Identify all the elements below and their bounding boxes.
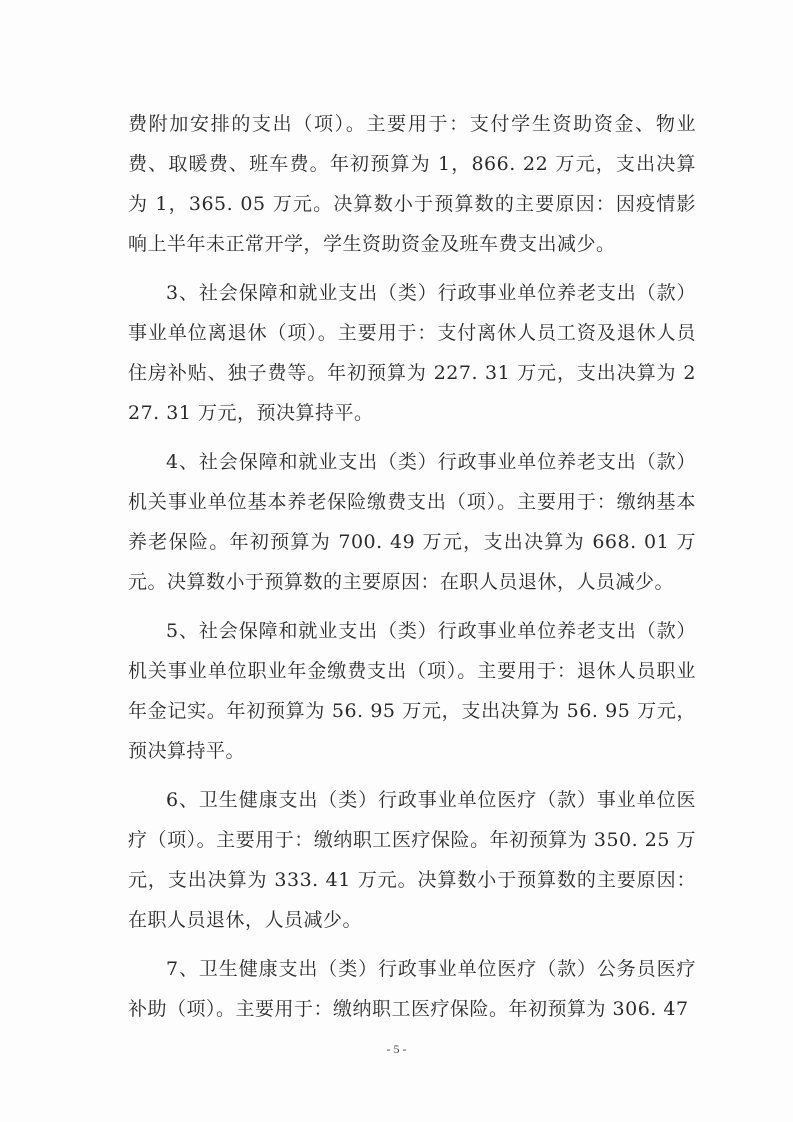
paragraph-item-4: 4、社会保障和就业支出（类）行政事业单位养老支出（款）机关事业单位基本养老保险缴费支出（项）。主要用于：缴纳基本养老保险。年初预算为 700. 49 万元，支出决算为 668. 01 万元。决算数小于预算数的主要原因：在职人员退休，人员减少。 xyxy=(128,451,696,593)
paragraph-item-5: 5、社会保障和就业支出（类）行政事业单位养老支出（款）机关事业单位职业年金缴费支出（项）。主要用于：退休人员职业年金记实。年初预算为 56. 95 万元，支出决算为 56. 95 万元，预决算持平。 xyxy=(128,620,696,762)
paragraph-item-6: 6、卫生健康支出（类）行政事业单位医疗（款）事业单位医疗（项）。主要用于：缴纳职工医疗保险。年初预算为 350. 25 万元，支出决算为 333. 41 万元。决算数小于预算数的主要原因：在职人员退休，人员减少。 xyxy=(128,789,696,931)
paragraph-continuation: 费附加安排的支出（项）。主要用于：支付学生资助资金、物业费、取暖费、班车费。年初预算为 1，866. 22 万元，支出决算为 1，365. 05 万元。决算数小于预算数的主要原因：因疫情影响上半年未正常开学，学生资助资金及班车费支出减少。 xyxy=(128,113,696,255)
page-number: - 5 - xyxy=(386,1042,407,1056)
paragraph-item-3: 3、社会保障和就业支出（类）行政事业单位养老支出（款）事业单位离退休（项）。主要用于：支付离休人员工资及退休人员住房补贴、独子费等。年初预算为 227. 31 万元，支出决算为 227. 31 万元，预决算持平。 xyxy=(128,282,696,424)
document-body xyxy=(128,104,696,1038)
paragraph-item-7: 7、卫生健康支出（类）行政事业单位医疗（款）公务员医疗补助（项）。主要用于：缴纳职工医疗保险。年初预算为 306. 47 xyxy=(128,958,696,1020)
